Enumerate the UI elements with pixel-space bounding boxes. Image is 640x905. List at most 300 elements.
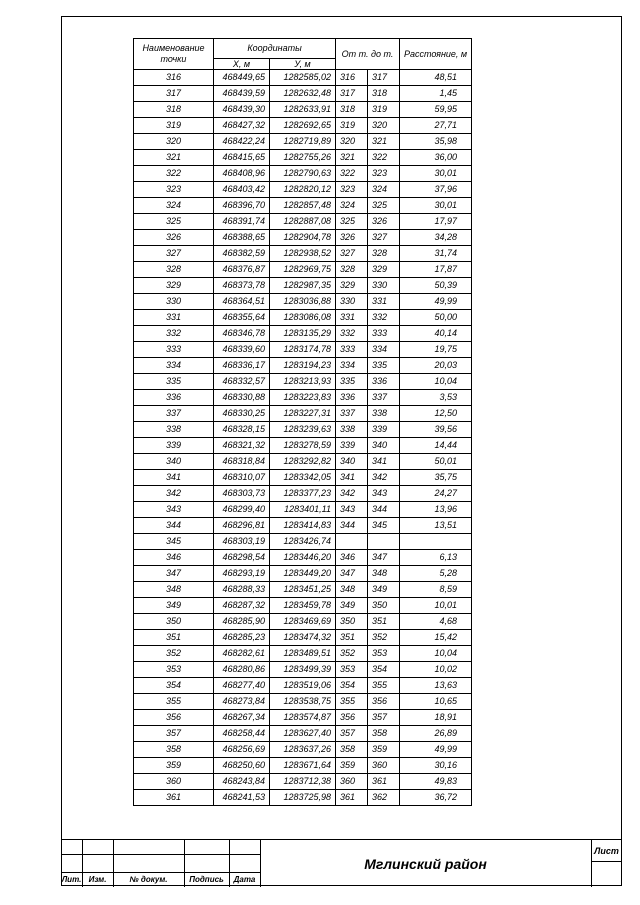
cell-y: 1282987,35	[270, 278, 336, 294]
table-row	[134, 710, 472, 726]
cell-from: 346	[336, 550, 368, 566]
cell-x: 468258,44	[214, 726, 270, 742]
cell-y: 1282692,65	[270, 118, 336, 134]
cell-to: 322	[368, 150, 400, 166]
table-row	[134, 374, 472, 390]
cell-point: 337	[134, 406, 214, 422]
cell-from: 329	[336, 278, 368, 294]
cell-distance: 27,71	[400, 118, 472, 134]
cell-point: 333	[134, 342, 214, 358]
table-row	[134, 758, 472, 774]
cell-to: 345	[368, 518, 400, 534]
cell-from: 325	[336, 214, 368, 230]
table-row	[134, 134, 472, 150]
cell-x: 468382,59	[214, 246, 270, 262]
cell-to: 332	[368, 310, 400, 326]
cell-to: 361	[368, 774, 400, 790]
cell-from: 317	[336, 86, 368, 102]
table-row	[134, 630, 472, 646]
cell-x: 468321,32	[214, 438, 270, 454]
table-row	[134, 326, 472, 342]
cell-point: 343	[134, 502, 214, 518]
cell-x: 468288,33	[214, 582, 270, 598]
cell-y: 1283036,88	[270, 294, 336, 310]
cell-point: 338	[134, 422, 214, 438]
cell-y: 1282790,63	[270, 166, 336, 182]
cell-y: 1283574,87	[270, 710, 336, 726]
cell-point: 357	[134, 726, 214, 742]
table-row	[134, 150, 472, 166]
cell-y: 1283449,20	[270, 566, 336, 582]
cell-from: 358	[336, 742, 368, 758]
cell-from: 335	[336, 374, 368, 390]
table-row	[134, 534, 472, 550]
cell-y: 1283519,06	[270, 678, 336, 694]
cell-x: 468280,86	[214, 662, 270, 678]
cell-to: 320	[368, 118, 400, 134]
cell-point: 329	[134, 278, 214, 294]
header-from-to: От т. до т.	[336, 39, 400, 70]
cell-distance: 19,75	[400, 342, 472, 358]
table-row	[134, 342, 472, 358]
cell-y: 1283135,29	[270, 326, 336, 342]
cell-x: 468303,19	[214, 534, 270, 550]
cell-point: 358	[134, 742, 214, 758]
cell-x: 468415,65	[214, 150, 270, 166]
cell-y: 1283489,51	[270, 646, 336, 662]
cell-to: 328	[368, 246, 400, 262]
cell-distance: 39,56	[400, 422, 472, 438]
table-row	[134, 278, 472, 294]
cell-from: 322	[336, 166, 368, 182]
table-row	[134, 166, 472, 182]
cell-point: 355	[134, 694, 214, 710]
table-row	[134, 598, 472, 614]
cell-point: 330	[134, 294, 214, 310]
cell-from: 328	[336, 262, 368, 278]
cell-point: 327	[134, 246, 214, 262]
cell-from: 348	[336, 582, 368, 598]
cell-y: 1283239,63	[270, 422, 336, 438]
cell-point: 348	[134, 582, 214, 598]
cell-point: 319	[134, 118, 214, 134]
cell-from: 349	[336, 598, 368, 614]
cell-point: 344	[134, 518, 214, 534]
cell-x: 468285,90	[214, 614, 270, 630]
cell-y: 1283426,74	[270, 534, 336, 550]
table-row	[134, 294, 472, 310]
cell-to: 358	[368, 726, 400, 742]
cell-to: 333	[368, 326, 400, 342]
cell-distance: 30,01	[400, 166, 472, 182]
cell-from: 330	[336, 294, 368, 310]
cell-y: 1282719,89	[270, 134, 336, 150]
cell-from: 344	[336, 518, 368, 534]
cell-point: 360	[134, 774, 214, 790]
cell-x: 468299,40	[214, 502, 270, 518]
cell-from: 320	[336, 134, 368, 150]
table-body	[134, 70, 472, 806]
cell-point: 361	[134, 790, 214, 806]
cell-to: 347	[368, 550, 400, 566]
cell-x: 468408,96	[214, 166, 270, 182]
cell-x: 468336,17	[214, 358, 270, 374]
cell-from: 350	[336, 614, 368, 630]
cell-y: 1283637,26	[270, 742, 336, 758]
label-izm: Изм.	[88, 875, 107, 884]
table-row	[134, 454, 472, 470]
cell-from: 324	[336, 198, 368, 214]
district-title: Мглинский район	[364, 855, 487, 872]
cell-x: 468250,60	[214, 758, 270, 774]
cell-x: 468287,32	[214, 598, 270, 614]
table-row	[134, 214, 472, 230]
cell-to: 360	[368, 758, 400, 774]
cell-y: 1283499,39	[270, 662, 336, 678]
label-doc-number: № докум.	[129, 875, 168, 884]
cell-point: 342	[134, 486, 214, 502]
table-row	[134, 566, 472, 582]
cell-to: 343	[368, 486, 400, 502]
cell-y: 1283725,98	[270, 790, 336, 806]
cell-x: 468256,69	[214, 742, 270, 758]
table-row	[134, 406, 472, 422]
cell-point: 317	[134, 86, 214, 102]
cell-to: 335	[368, 358, 400, 374]
cell-distance: 49,99	[400, 742, 472, 758]
cell-from: 360	[336, 774, 368, 790]
cell-point: 335	[134, 374, 214, 390]
cell-from: 334	[336, 358, 368, 374]
cell-distance: 17,87	[400, 262, 472, 278]
cell-from: 323	[336, 182, 368, 198]
cell-x: 468328,15	[214, 422, 270, 438]
cell-y: 1283174,78	[270, 342, 336, 358]
cell-x: 468330,88	[214, 390, 270, 406]
cell-y: 1282904,78	[270, 230, 336, 246]
table-row	[134, 742, 472, 758]
cell-x: 468376,87	[214, 262, 270, 278]
cell-distance: 26,89	[400, 726, 472, 742]
cell-point: 345	[134, 534, 214, 550]
cell-distance: 13,63	[400, 678, 472, 694]
cell-to: 336	[368, 374, 400, 390]
table-row	[134, 358, 472, 374]
header-y: У, м	[270, 59, 336, 70]
cell-distance: 6,13	[400, 550, 472, 566]
cell-y: 1283223,83	[270, 390, 336, 406]
cell-from: 316	[336, 70, 368, 86]
table-row	[134, 726, 472, 742]
cell-distance: 50,01	[400, 454, 472, 470]
cell-from: 355	[336, 694, 368, 710]
cell-from: 361	[336, 790, 368, 806]
cell-x: 468396,70	[214, 198, 270, 214]
label-date: Дата	[233, 875, 256, 884]
table-row	[134, 614, 472, 630]
cell-from: 331	[336, 310, 368, 326]
cell-to: 355	[368, 678, 400, 694]
cell-x: 468388,65	[214, 230, 270, 246]
cell-distance: 36,00	[400, 150, 472, 166]
cell-distance: 50,00	[400, 310, 472, 326]
cell-x: 468303,73	[214, 486, 270, 502]
cell-point: 351	[134, 630, 214, 646]
cell-to: 337	[368, 390, 400, 406]
cell-point: 328	[134, 262, 214, 278]
cell-point: 350	[134, 614, 214, 630]
table-row	[134, 230, 472, 246]
cell-y: 1282969,75	[270, 262, 336, 278]
cell-from	[336, 534, 368, 550]
cell-to: 354	[368, 662, 400, 678]
cell-from: 342	[336, 486, 368, 502]
label-lit: Лит.	[61, 875, 82, 884]
cell-to: 339	[368, 422, 400, 438]
cell-distance: 12,50	[400, 406, 472, 422]
cell-distance: 30,01	[400, 198, 472, 214]
header-point-name: Наименование точки	[134, 39, 214, 70]
cell-point: 323	[134, 182, 214, 198]
cell-to: 351	[368, 614, 400, 630]
cell-x: 468355,64	[214, 310, 270, 326]
cell-x: 468282,61	[214, 646, 270, 662]
cell-from: 318	[336, 102, 368, 118]
cell-distance: 3,53	[400, 390, 472, 406]
cell-y: 1283451,25	[270, 582, 336, 598]
cell-x: 468391,74	[214, 214, 270, 230]
cell-to: 319	[368, 102, 400, 118]
cell-to: 356	[368, 694, 400, 710]
table-row	[134, 182, 472, 198]
cell-to: 321	[368, 134, 400, 150]
coordinates-table	[133, 38, 472, 806]
cell-point: 341	[134, 470, 214, 486]
cell-distance: 49,83	[400, 774, 472, 790]
cell-distance: 18,91	[400, 710, 472, 726]
title-block	[61, 839, 622, 887]
cell-distance	[400, 534, 472, 550]
cell-distance: 40,14	[400, 326, 472, 342]
cell-from: 359	[336, 758, 368, 774]
cell-to: 357	[368, 710, 400, 726]
cell-from: 338	[336, 422, 368, 438]
header-x: X, м	[214, 59, 270, 70]
table-row	[134, 486, 472, 502]
cell-from: 340	[336, 454, 368, 470]
cell-y: 1282938,52	[270, 246, 336, 262]
cell-to: 327	[368, 230, 400, 246]
cell-y: 1283446,20	[270, 550, 336, 566]
table-row	[134, 646, 472, 662]
cell-y: 1282857,48	[270, 198, 336, 214]
cell-distance: 5,28	[400, 566, 472, 582]
header-row	[134, 39, 472, 59]
cell-point: 321	[134, 150, 214, 166]
table-row	[134, 438, 472, 454]
table-row	[134, 310, 472, 326]
cell-x: 468330,25	[214, 406, 270, 422]
cell-point: 356	[134, 710, 214, 726]
cell-point: 339	[134, 438, 214, 454]
cell-x: 468243,84	[214, 774, 270, 790]
cell-y: 1282887,08	[270, 214, 336, 230]
cell-distance: 13,96	[400, 502, 472, 518]
cell-to: 352	[368, 630, 400, 646]
cell-x: 468273,84	[214, 694, 270, 710]
cell-to: 317	[368, 70, 400, 86]
table-row	[134, 790, 472, 806]
cell-from: 347	[336, 566, 368, 582]
cell-point: 340	[134, 454, 214, 470]
cell-point: 332	[134, 326, 214, 342]
cell-y: 1282632,48	[270, 86, 336, 102]
cell-to	[368, 534, 400, 550]
cell-from: 351	[336, 630, 368, 646]
cell-y: 1283086,08	[270, 310, 336, 326]
cell-from: 327	[336, 246, 368, 262]
cell-x: 468285,23	[214, 630, 270, 646]
cell-distance: 24,27	[400, 486, 472, 502]
label-sheet: Лист	[594, 845, 619, 856]
table-row	[134, 470, 472, 486]
cell-to: 344	[368, 502, 400, 518]
table-row	[134, 694, 472, 710]
cell-from: 356	[336, 710, 368, 726]
cell-distance: 1,45	[400, 86, 472, 102]
cell-y: 1283671,64	[270, 758, 336, 774]
cell-y: 1283401,11	[270, 502, 336, 518]
cell-distance: 30,16	[400, 758, 472, 774]
cell-y: 1283469,69	[270, 614, 336, 630]
cell-to: 329	[368, 262, 400, 278]
cell-to: 359	[368, 742, 400, 758]
cell-from: 354	[336, 678, 368, 694]
cell-to: 331	[368, 294, 400, 310]
cell-x: 468346,78	[214, 326, 270, 342]
cell-distance: 10,04	[400, 374, 472, 390]
cell-distance: 31,74	[400, 246, 472, 262]
cell-distance: 34,28	[400, 230, 472, 246]
table-row	[134, 86, 472, 102]
cell-to: 318	[368, 86, 400, 102]
cell-y: 1282633,91	[270, 102, 336, 118]
cell-from: 321	[336, 150, 368, 166]
table-row	[134, 422, 472, 438]
cell-point: 352	[134, 646, 214, 662]
cell-y: 1283278,59	[270, 438, 336, 454]
cell-point: 326	[134, 230, 214, 246]
cell-y: 1282755,26	[270, 150, 336, 166]
cell-y: 1283538,75	[270, 694, 336, 710]
table-row	[134, 102, 472, 118]
cell-x: 468293,19	[214, 566, 270, 582]
cell-to: 349	[368, 582, 400, 598]
table-row	[134, 118, 472, 134]
cell-distance: 50,39	[400, 278, 472, 294]
cell-x: 468403,42	[214, 182, 270, 198]
cell-x: 468364,51	[214, 294, 270, 310]
cell-to: 324	[368, 182, 400, 198]
cell-from: 319	[336, 118, 368, 134]
cell-y: 1283474,32	[270, 630, 336, 646]
cell-x: 468422,24	[214, 134, 270, 150]
cell-x: 468241,53	[214, 790, 270, 806]
table-row	[134, 198, 472, 214]
cell-y: 1283627,40	[270, 726, 336, 742]
table-row	[134, 678, 472, 694]
cell-point: 322	[134, 166, 214, 182]
cell-distance: 10,04	[400, 646, 472, 662]
table-row	[134, 774, 472, 790]
cell-point: 349	[134, 598, 214, 614]
label-signature: Подпись	[189, 875, 224, 884]
cell-point: 325	[134, 214, 214, 230]
cell-distance: 14,44	[400, 438, 472, 454]
cell-to: 325	[368, 198, 400, 214]
table-row	[134, 246, 472, 262]
table-row	[134, 662, 472, 678]
cell-distance: 48,51	[400, 70, 472, 86]
cell-from: 357	[336, 726, 368, 742]
cell-y: 1283459,78	[270, 598, 336, 614]
cell-x: 468439,59	[214, 86, 270, 102]
cell-y: 1283227,31	[270, 406, 336, 422]
cell-from: 336	[336, 390, 368, 406]
table-row	[134, 550, 472, 566]
cell-x: 468427,32	[214, 118, 270, 134]
cell-from: 352	[336, 646, 368, 662]
cell-distance: 10,01	[400, 598, 472, 614]
cell-x: 468277,40	[214, 678, 270, 694]
cell-to: 334	[368, 342, 400, 358]
cell-x: 468449,65	[214, 70, 270, 86]
cell-distance: 49,99	[400, 294, 472, 310]
table-row	[134, 582, 472, 598]
cell-y: 1283194,23	[270, 358, 336, 374]
cell-y: 1282585,02	[270, 70, 336, 86]
cell-distance: 13,51	[400, 518, 472, 534]
cell-distance: 20,03	[400, 358, 472, 374]
cell-point: 324	[134, 198, 214, 214]
cell-distance: 8,59	[400, 582, 472, 598]
table-row	[134, 262, 472, 278]
table-row	[134, 390, 472, 406]
cell-point: 320	[134, 134, 214, 150]
cell-to: 341	[368, 454, 400, 470]
cell-distance: 4,68	[400, 614, 472, 630]
cell-x: 468318,84	[214, 454, 270, 470]
cell-distance: 17,97	[400, 214, 472, 230]
cell-to: 330	[368, 278, 400, 294]
header-coordinates: Координаты	[214, 39, 336, 59]
cell-to: 362	[368, 790, 400, 806]
cell-distance: 59,95	[400, 102, 472, 118]
cell-x: 468310,07	[214, 470, 270, 486]
cell-to: 342	[368, 470, 400, 486]
cell-x: 468439,30	[214, 102, 270, 118]
cell-distance: 37,96	[400, 182, 472, 198]
cell-from: 333	[336, 342, 368, 358]
cell-y: 1283292,82	[270, 454, 336, 470]
cell-from: 332	[336, 326, 368, 342]
cell-point: 354	[134, 678, 214, 694]
table-row	[134, 502, 472, 518]
table-row	[134, 70, 472, 86]
cell-x: 468298,54	[214, 550, 270, 566]
cell-distance: 35,98	[400, 134, 472, 150]
cell-x: 468296,81	[214, 518, 270, 534]
